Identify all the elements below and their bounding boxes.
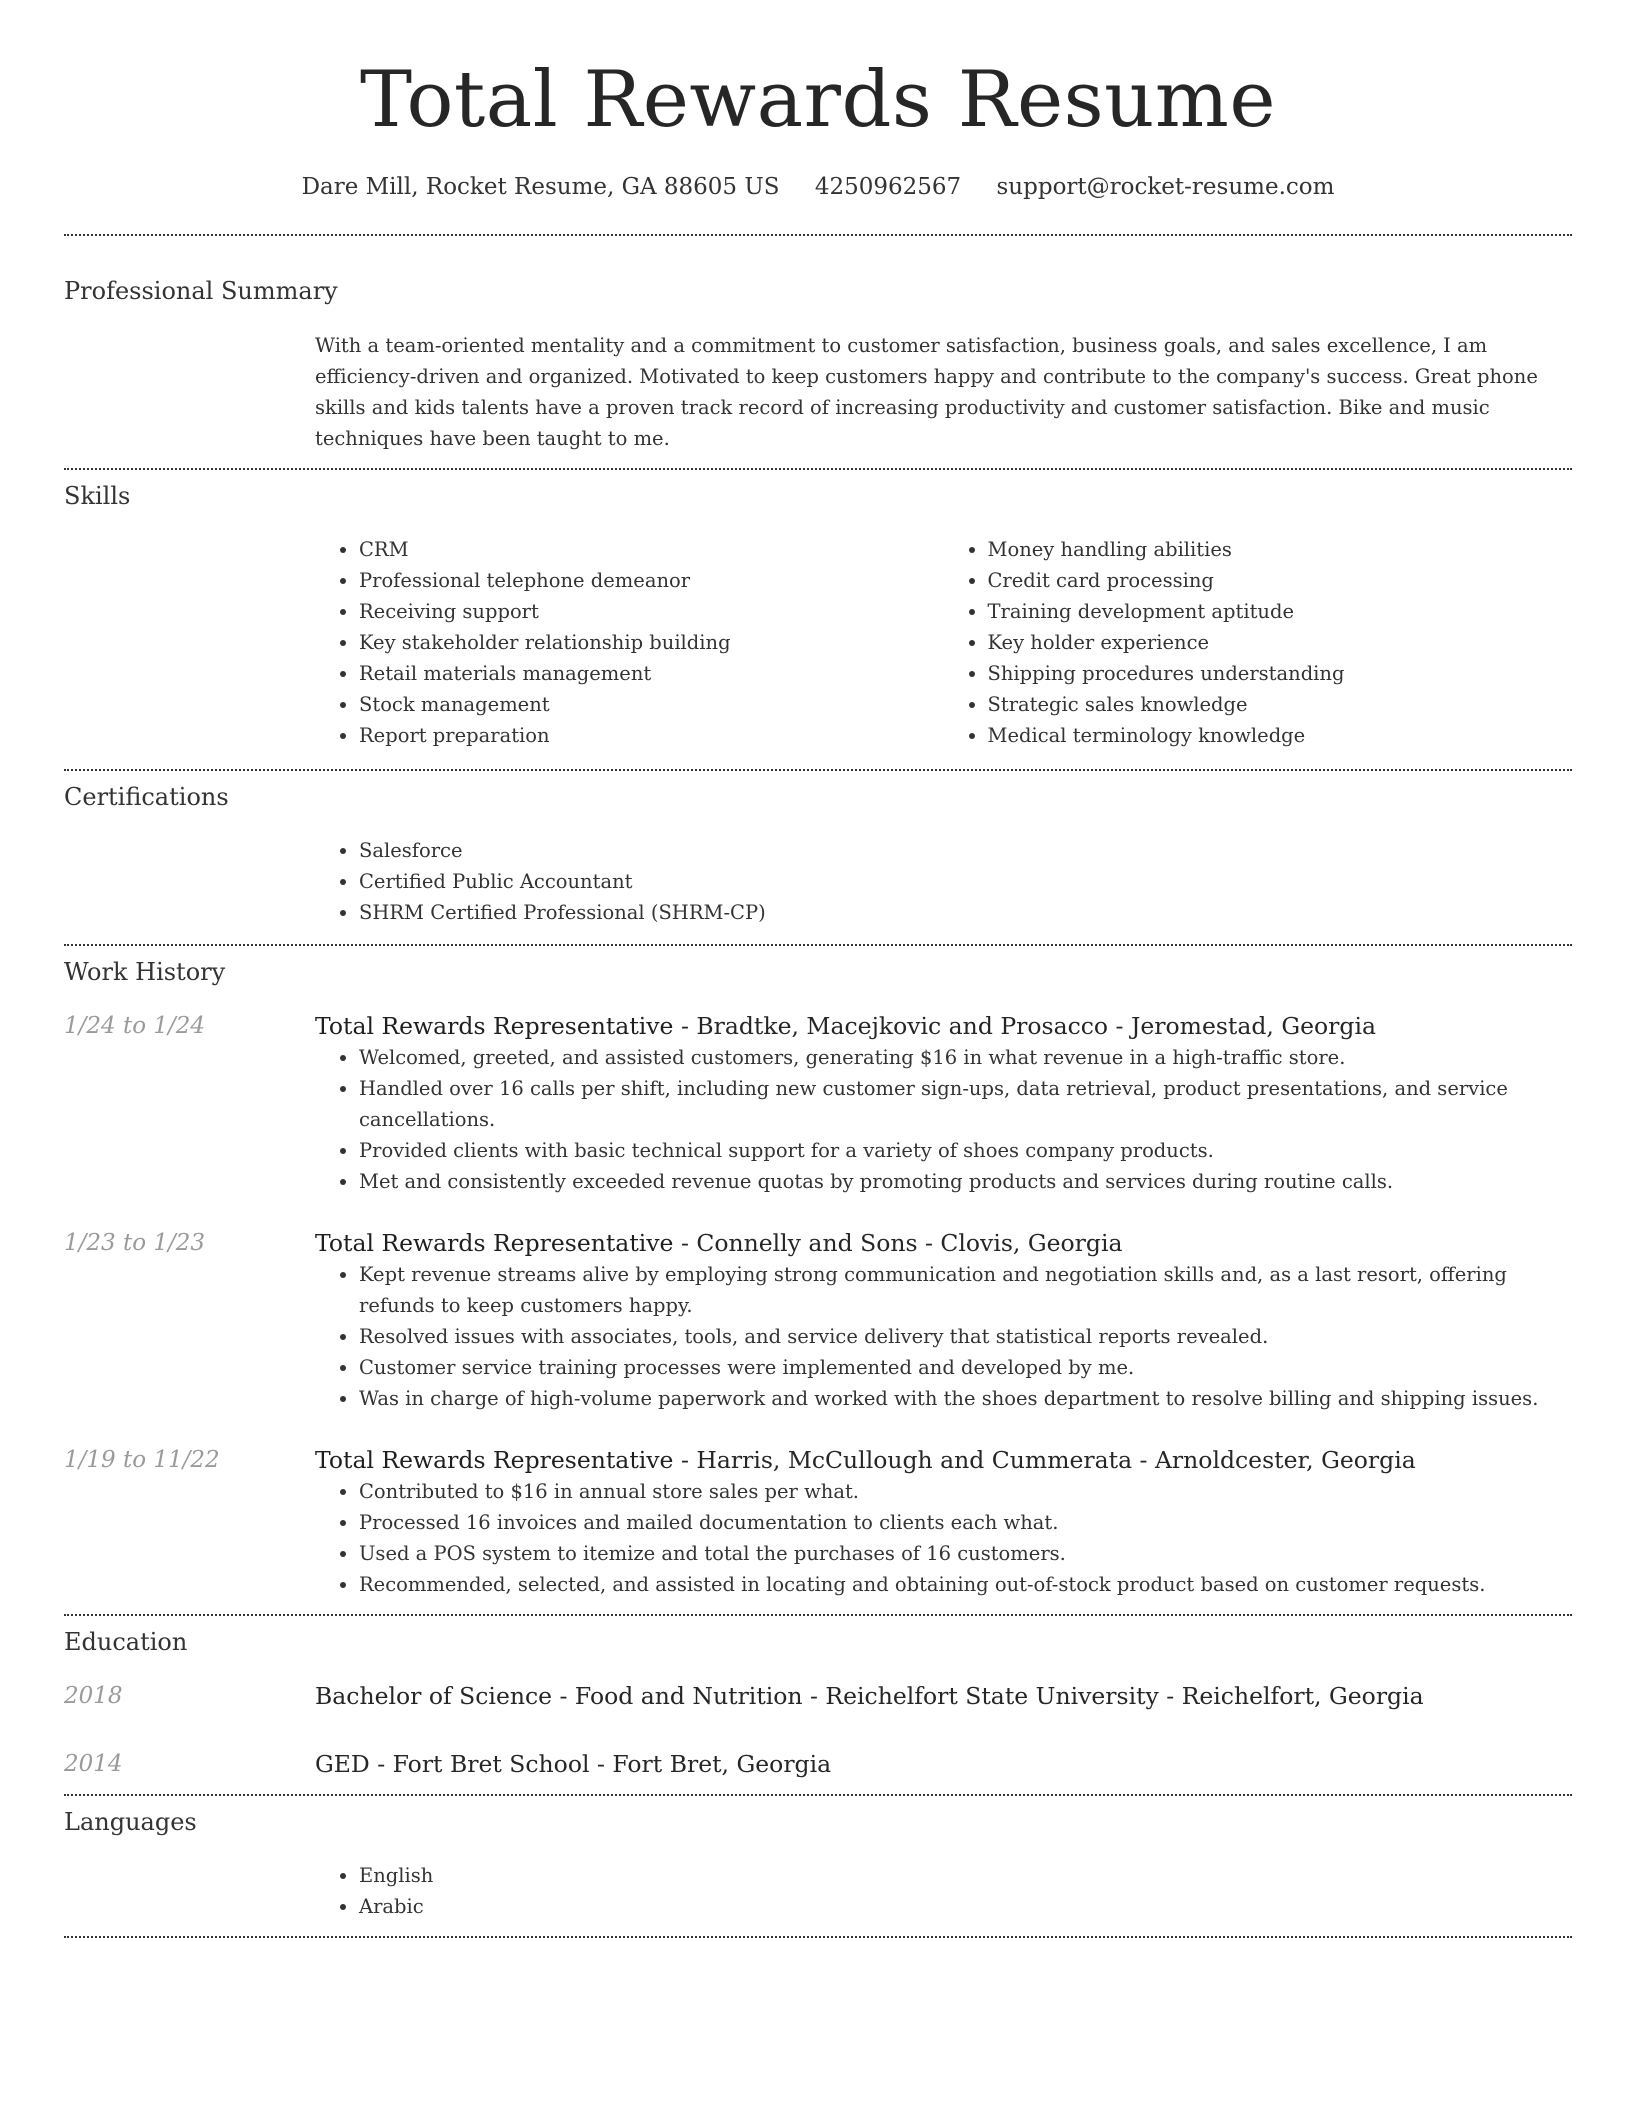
section-title-certifications: Certifications [64,783,229,811]
job-duty: • Kept revenue streams alive by employing strong communication and negotiation skills and, as a last resort, offering refunds to keep customers happy. [359,1259,1572,1321]
skill-item: • Medical terminology knowledge [988,720,1573,751]
certification-item: • Salesforce [359,835,1572,866]
job-duty: • Used a POS system to itemize and total the purchases of 16 customers. [359,1538,1572,1569]
certifications-section [64,771,1572,944]
job-employer: - Bradtke, Macejkovic and Prosacco - Jeromestad, Georgia [673,1012,1376,1040]
job-heading [315,1227,1572,1259]
skill-item: • Key stakeholder relationship building [359,627,944,658]
section-title-skills: Skills [64,482,131,510]
job-duties [315,1259,1572,1414]
job-duty: • Handled over 16 calls per shift, including new customer sign-ups, data retrieval, product presentations, and service cancellations. [359,1073,1572,1135]
skill-item: • Shipping procedures understanding [988,658,1573,689]
job-heading [315,1444,1572,1476]
job-duty: • Resolved issues with associates, tools, and service delivery that statistical reports revealed. [359,1321,1572,1352]
job-employer: - Harris, McCullough and Cummerata - Arnoldcester, Georgia [673,1446,1416,1474]
section-title-work-history: Work History [64,958,226,986]
education-date: 2018 [64,1683,123,1709]
resume-page [64,0,1572,1938]
language-item: • English [359,1860,1572,1891]
skill-item: • Receiving support [359,596,944,627]
job-duty: • Contributed to $16 in annual store sales per what. [359,1476,1572,1507]
job-date: 1/24 to 1/24 [64,1013,206,1039]
summary-section [64,236,1572,468]
job-heading [315,1010,1572,1042]
education-entry [64,1680,1572,1712]
skill-item: • CRM [359,534,944,565]
skill-item: • Strategic sales knowledge [988,689,1573,720]
education-date: 2014 [64,1751,123,1777]
education-section [64,1616,1572,1794]
job-duty: • Processed 16 invoices and mailed documentation to clients each what. [359,1507,1572,1538]
skill-item: • Professional telephone demeanor [359,565,944,596]
education-heading: GED - Fort Bret School - Fort Bret, Georgia [315,1750,832,1778]
job-position: Total Rewards Representative [315,1012,674,1040]
resume-name: Total Rewards Resume [360,55,1276,145]
skill-item: • Stock management [359,689,944,720]
job-entry [64,1444,1572,1600]
job-employer: - Connelly and Sons - Clovis, Georgia [673,1229,1123,1257]
job-duty: • Customer service training processes were implemented and developed by me. [359,1352,1572,1383]
skill-item: • Training development aptitude [988,596,1573,627]
languages-section [64,1796,1572,1936]
section-title-education: Education [64,1628,188,1656]
summary-text: With a team-oriented mentality and a commitment to customer satisfaction, business goals, and sales excellence, I am efficiency-driven and organized. Motivated to keep customers happy and contribute to the company's success. Great phone skills and kids talents have a proven track record of increasing productivity and customer satisfaction. Bike and music techniques have been taught to me. [315,334,1538,450]
job-entry [64,1227,1572,1414]
skill-item: • Money handling abilities [988,534,1573,565]
job-position: Total Rewards Representative [315,1229,674,1257]
job-entry [64,1010,1572,1197]
job-duty: • Welcomed, greeted, and assisted customers, generating $16 in what revenue in a high-traffic store. [359,1042,1572,1073]
section-title-languages: Languages [64,1808,197,1836]
contact-email: support@rocket-resume.com [996,174,1335,200]
education-heading: Bachelor of Science - Food and Nutrition - Reichelfort State University - Reichelfort, Georgia [315,1682,1424,1710]
job-duty: • Recommended, selected, and assisted in locating and obtaining out-of-stock product based on customer requests. [359,1569,1572,1600]
job-date: 1/19 to 11/22 [64,1447,220,1473]
job-duties [315,1042,1572,1197]
language-item: • Arabic [359,1891,1572,1922]
skill-item: • Credit card processing [988,565,1573,596]
work-history-section [64,946,1572,1614]
job-duty: • Met and consistently exceeded revenue quotas by promoting products and services during routine calls. [359,1166,1572,1197]
contact-address: Dare Mill, Rocket Resume, GA 88605 US [301,174,780,200]
job-duty: • Was in charge of high-volume paperwork and worked with the shoes department to resolve billing and shipping issues. [359,1383,1572,1414]
skills-section [64,470,1572,769]
certification-item: • Certified Public Accountant [359,866,1572,897]
skills-list-left [315,534,944,751]
contact-phone: 4250962567 [814,174,962,200]
job-duties [315,1476,1572,1600]
skill-item: • Key holder experience [988,627,1573,658]
job-date: 1/23 to 1/23 [64,1230,206,1256]
job-position: Total Rewards Representative [315,1446,674,1474]
languages-list [315,1860,1572,1922]
certifications-list [315,835,1572,928]
skill-item: • Report preparation [359,720,944,751]
divider [64,1936,1572,1938]
certification-item: • SHRM Certified Professional (SHRM-CP) [359,897,1572,928]
education-entry [64,1748,1572,1780]
job-duty: • Provided clients with basic technical support for a variety of shoes company products. [359,1135,1572,1166]
skills-list-right [944,534,1573,751]
contact-line [64,172,1572,202]
skill-item: • Retail materials management [359,658,944,689]
section-title-summary: Professional Summary [64,277,338,305]
